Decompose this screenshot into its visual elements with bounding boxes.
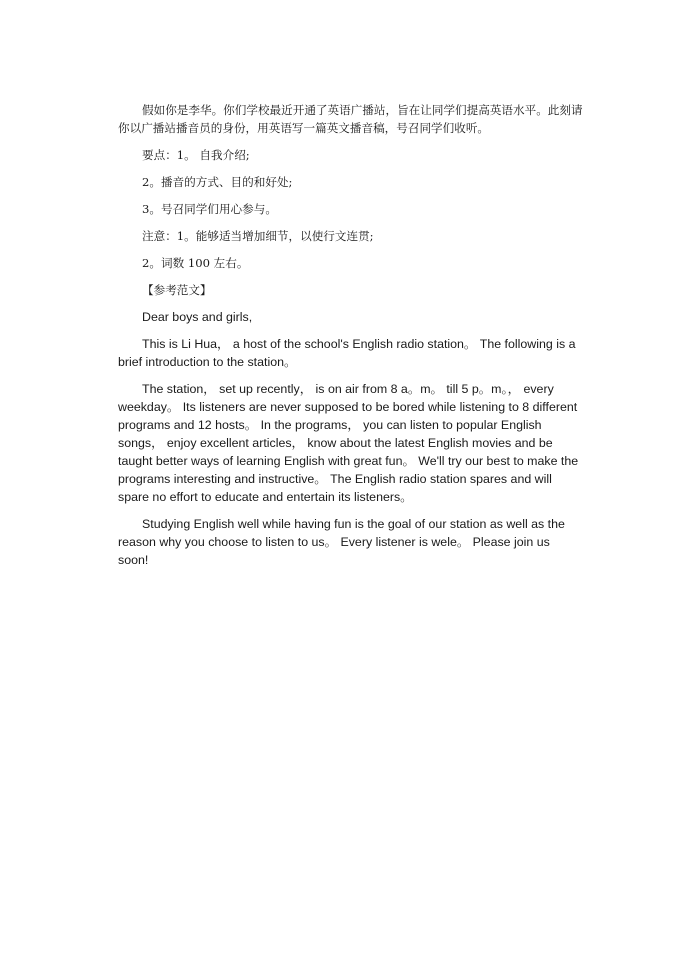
task-point-2: 2。播音的方式、目的和好处;: [142, 175, 293, 189]
task-point-1: 要点：1。 自我介绍;: [142, 148, 250, 162]
task-point-3: 3。号召同学们用心参与。: [142, 202, 277, 216]
essay-paragraph-3: Studying English well while having fun is the goal of our station as well as the reason why you choose to listen to us。 Every listener is wele。 Please join us soon!: [118, 517, 565, 567]
document-body: [118, 101, 583, 569]
task-note-2: 2。词数 100 左右。: [142, 256, 249, 270]
essay-paragraph-1: This is Li Hua， a host of the school's English radio station。 The following is a brief introduction to the station。: [118, 337, 576, 369]
essay-paragraph-2: The station， set up recently， is on air from 8 a。m。 till 5 p。m。， every weekday。 Its listeners are never supposed to be bored while listening to 8 different programs and 12 hosts。 In the programs， you can listen to popular English songs， enjoy excellent articles， know about the latest English movies and be taught better ways of learning English with great fun。 We'll try our best to make the programs interesting and instructive。 The English radio station spares and will spare no effort to educate and entertain its listeners。: [118, 382, 579, 504]
task-note-1: 注意：1。能够适当增加细节，以使行文连贯;: [142, 229, 374, 243]
sample-essay-heading: 【参考范文】: [142, 283, 212, 297]
task-intro: 假如你是李华。你们学校最近开通了英语广播站，旨在让同学们提高英语水平。此刻请你以广播站播音员的身份，用英语写一篇英文播音稿，号召同学们收听。: [118, 103, 583, 135]
essay-greeting: Dear boys and girls,: [142, 310, 253, 324]
